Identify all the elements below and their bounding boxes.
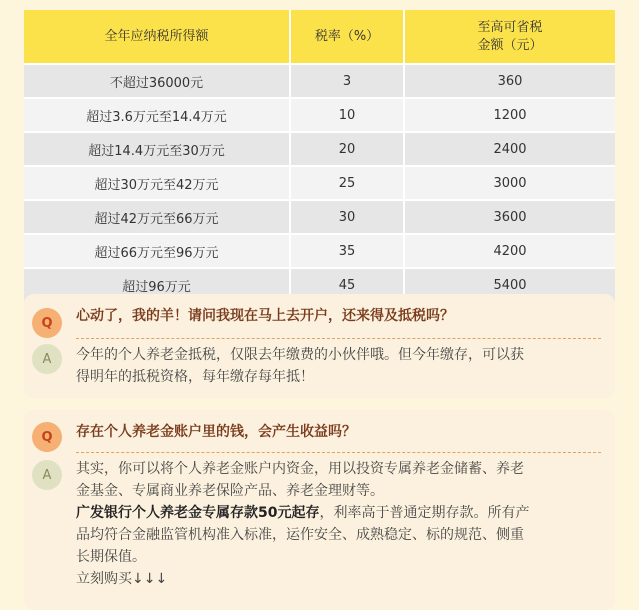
table-header-row — [24, 10, 615, 64]
cell-rate: 3 — [290, 64, 404, 98]
answer-line: 长期保值。 — [76, 549, 146, 565]
answer-line-rest: ，利率高于普通定期存款。所有产 — [319, 505, 530, 521]
qa-card-account-opening — [24, 294, 615, 398]
cell-income: 超过42万元至66万元 — [24, 200, 290, 234]
cell-savings: 4200 — [404, 234, 615, 268]
tax-table-container — [24, 10, 615, 301]
table-row — [24, 98, 615, 132]
question-text: 存在个人养老金账户里的钱，会产生收益吗？ — [76, 424, 356, 440]
cell-income: 超过14.4万元至30万元 — [24, 132, 290, 166]
cell-rate: 10 — [290, 98, 404, 132]
header-tax-rate: 税率（%） — [290, 10, 404, 64]
buy-now-link[interactable]: 立刻购买↓↓↓ — [76, 571, 168, 587]
question-badge: Q — [32, 422, 62, 452]
cell-savings: 3600 — [404, 200, 615, 234]
header-taxable-income: 全年应纳税所得额 — [24, 10, 290, 64]
question-badge: Q — [32, 308, 62, 338]
header-max-savings — [404, 10, 615, 64]
answer-line: 其实，你可以将个人养老金账户内资金，用以投资专属养老金储蓄、养老 — [76, 461, 524, 477]
cell-rate: 35 — [290, 234, 404, 268]
answer-line: 品均符合金融监管机构准入标准，运作安全、成熟稳定、标的规范、侧重 — [76, 527, 524, 543]
table-row — [24, 166, 615, 200]
answer-badge: A — [32, 344, 62, 374]
qa-divider — [76, 338, 601, 339]
question-text: 心动了，我的羊！请问我现在马上去开户，还来得及抵税吗？ — [76, 308, 454, 324]
cell-rate: 25 — [290, 166, 404, 200]
answer-text — [76, 458, 607, 590]
cell-rate: 20 — [290, 132, 404, 166]
table-row — [24, 64, 615, 98]
cell-income: 超过30万元至42万元 — [24, 166, 290, 200]
answer-line: 今年的个人养老金抵税，仅限去年缴费的小伙伴哦。但今年缴存，可以获 — [76, 347, 524, 363]
answer-line: 金基金、专属商业养老保险产品、养老金理财等。 — [76, 483, 384, 499]
table-row — [24, 200, 615, 234]
cell-income: 超过66万元至96万元 — [24, 234, 290, 268]
cell-savings: 3000 — [404, 166, 615, 200]
tax-savings-table — [24, 10, 615, 301]
answer-badge: A — [32, 460, 62, 490]
header-max-savings-line1: 至高可省税 — [477, 19, 543, 35]
answer-line — [76, 502, 607, 524]
cell-income: 不超过36000元 — [24, 64, 290, 98]
cell-rate: 45 — [290, 268, 404, 301]
cell-savings: 5400 — [404, 268, 615, 301]
cell-savings: 2400 — [404, 132, 615, 166]
cell-income: 超过96万元 — [24, 268, 290, 301]
qa-card-returns — [24, 410, 615, 610]
answer-text — [76, 344, 607, 388]
cell-savings: 360 — [404, 64, 615, 98]
answer-highlight: 广发银行个人养老金专属存款50元起存 — [76, 505, 320, 521]
cell-savings: 1200 — [404, 98, 615, 132]
table-row — [24, 132, 615, 166]
table-row — [24, 234, 615, 268]
cell-rate: 30 — [290, 200, 404, 234]
qa-divider — [76, 452, 601, 453]
answer-line: 得明年的抵税资格，每年缴存每年抵！ — [76, 369, 314, 385]
header-max-savings-line2: 金额（元） — [477, 37, 543, 53]
cell-income: 超过3.6万元至14.4万元 — [24, 98, 290, 132]
